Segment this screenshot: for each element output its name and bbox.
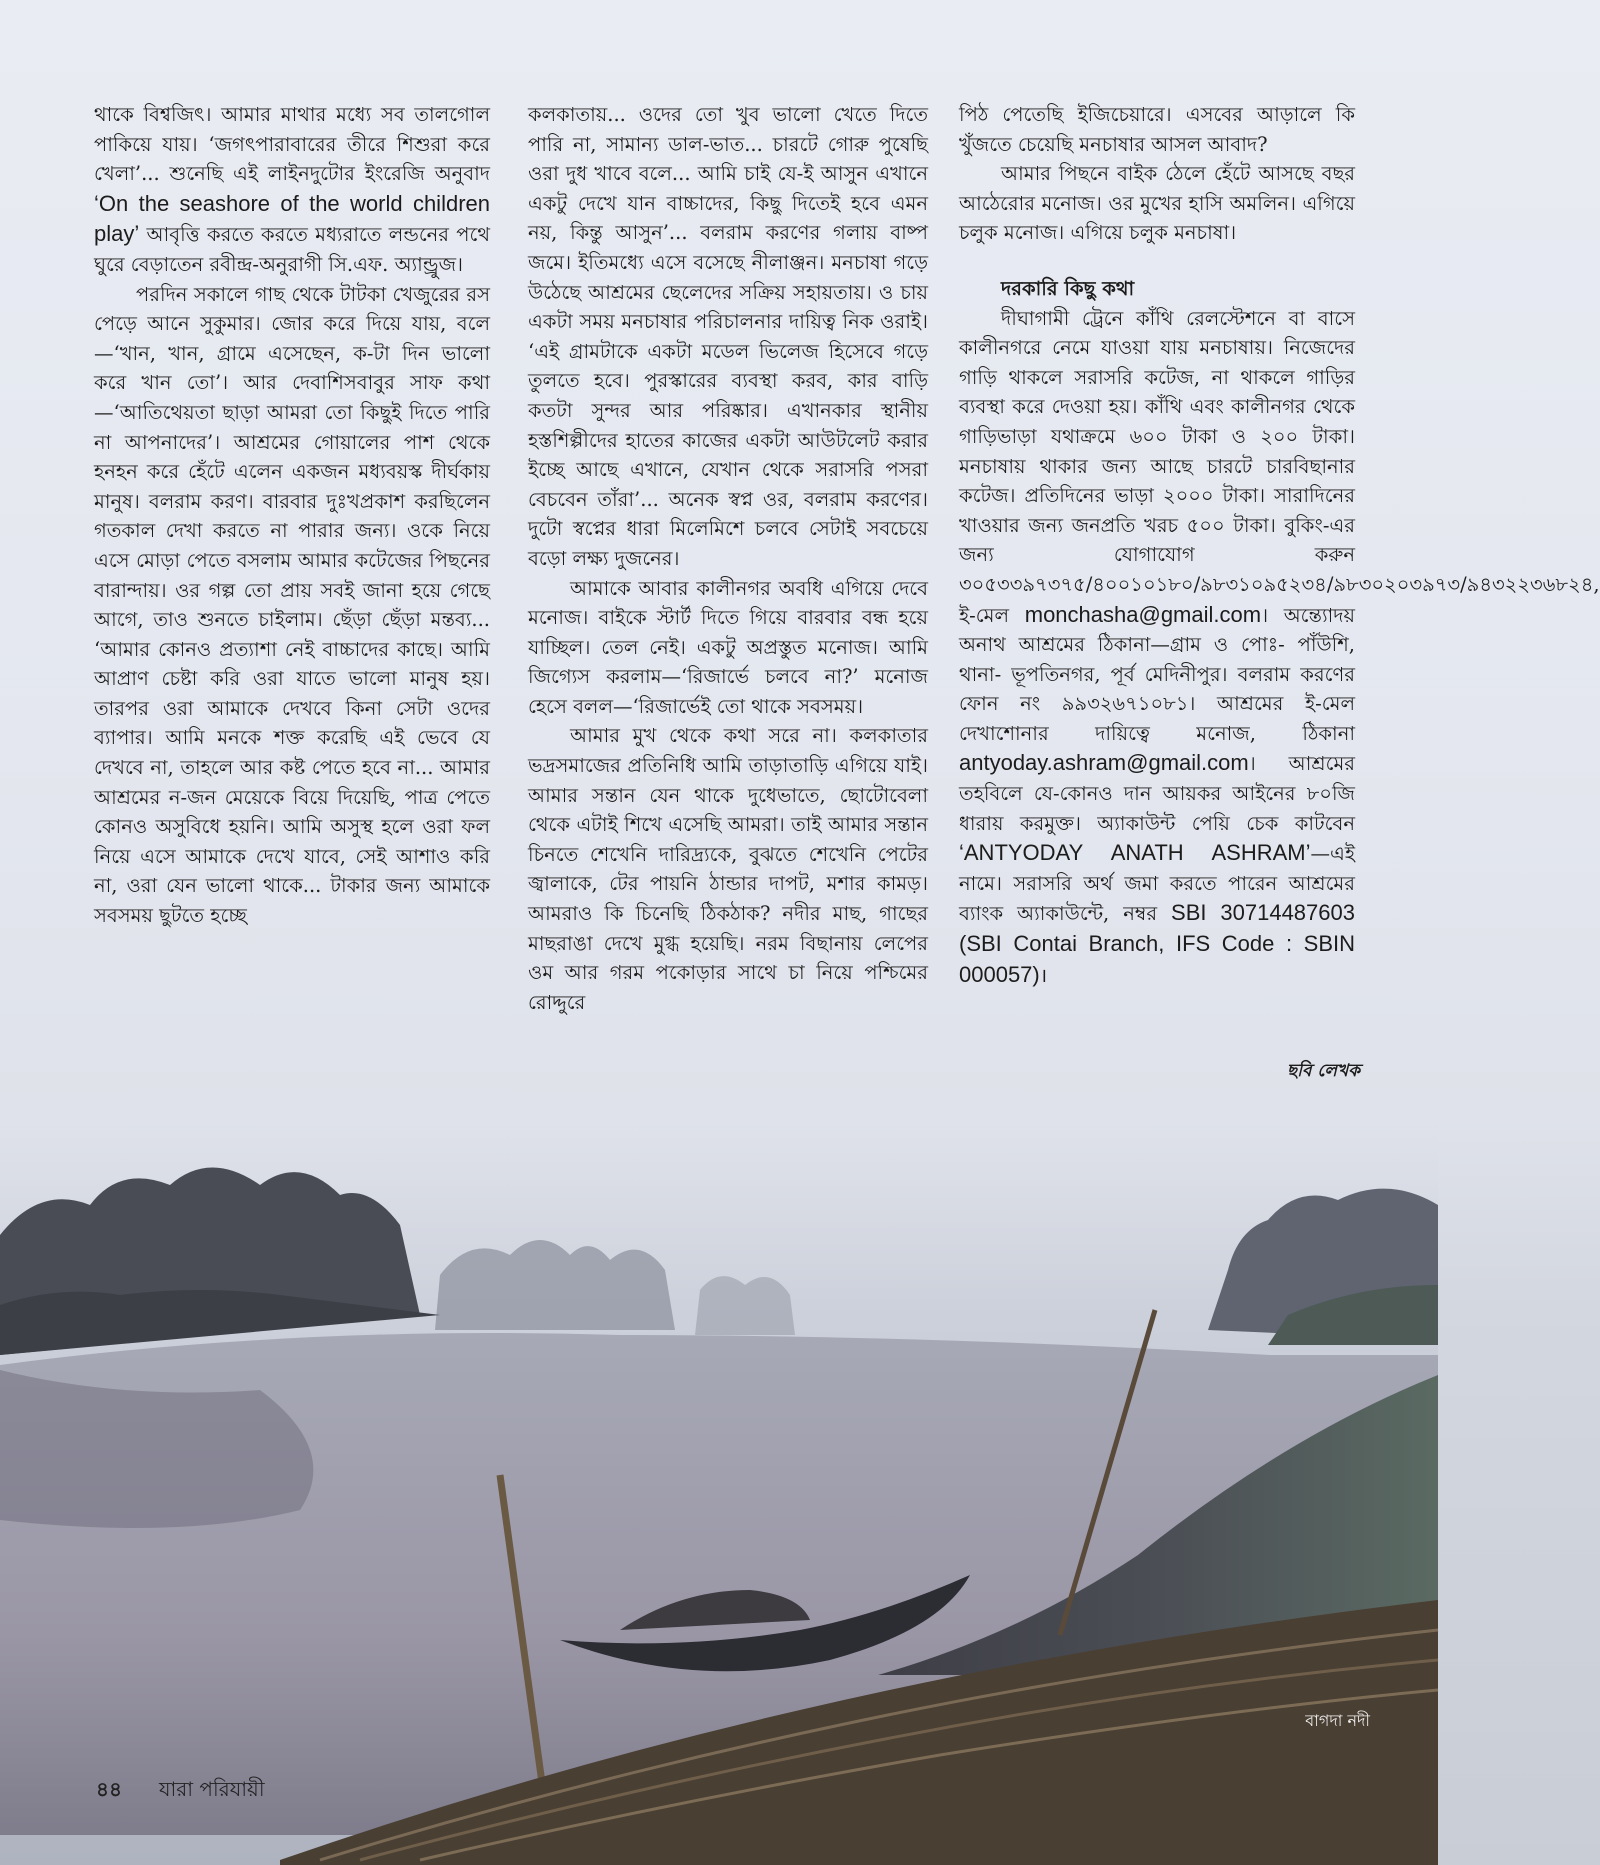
column-1 bbox=[94, 100, 490, 931]
page-number: ৪৪ bbox=[96, 1777, 122, 1801]
email-monchasha: monchasha@gmail.com bbox=[1024, 601, 1262, 627]
page-footer bbox=[96, 1775, 265, 1808]
river-landscape-illustration bbox=[0, 1115, 1438, 1865]
paragraph: কলকাতায়... ওদের তো খুব ভালো খেতে দিতে পারি না, সামান্য ডাল-ভাত... চারটে গোরু পুষেছি ওরা দুধ খাবে বলে... আমি চাই যে-ই আসুন এখানে একটু দেখে যান বাচ্চাদের, কিছু দিতেই হবে এমন নয়, কিন্তু আসুন’... বলরাম করণের গলায় বাষ্প জমে। ইতিমধ্যে এসে বসেছে নীলাঞ্জন। মনচাষা গড়ে উঠেছে আশ্রমের ছেলেদের সক্রিয় সহায়তায়। ও চায় একটা সময় মনচাষার পরিচালনার দায়িত্ব নিক ওরাই। ‘এই গ্রামটাকে একটা মডেল ভিলেজ হিসেবে গড়ে তুলতে হবে। পুরস্কারের ব্যবস্থা করব, কার বাড়ি কতটা সুন্দর আর পরিষ্কার। এখানকার স্থানীয় হস্তশিল্পীদের হাতের কাজের একটা আউটলেট করার ইচ্ছে আছে এখানে, যেখান থেকে সরাসরি পসরা বেচবেন তাঁরা’... অনেক স্বপ্ন ওর, বলরাম করণের। দুটো স্বপ্নের ধারা মিলেমিশে চলবে সেটাই সবচেয়ে বড়ো লক্ষ্য দুজনের। bbox=[528, 103, 928, 570]
payee-name: ‘ANTYODAY ANATH ASHRAM’ bbox=[959, 840, 1311, 866]
paragraph: থাকে বিশ্বজিৎ। আমার মাথার মধ্যে সব তালগোল পাকিয়ে যায়। ‘জগৎপারাবারের তীরে শিশুরা করে খেলা’... শুনেছি এই লাইনদুটোর ইংরেজি অনুবাদ ‘On the seashore of the world children play’ আবৃত্তি করতে করতে মধ্যরাতে লন্ডনের পথে ঘুরে বেড়াতেন রবীন্দ্র-অনুরাগী সি.এফ. অ্যান্ড্রুজ। bbox=[94, 103, 490, 276]
photo-caption: বাগদা নদী bbox=[1305, 1711, 1370, 1730]
magazine-section: যারা পরিযায়ী bbox=[158, 1777, 265, 1801]
paragraph: আমার পিছনে বাইক ঠেলে হেঁটে আসছে বছর আঠেরোর মনোজ। ওর মুখের হাসি অমলিন। এগিয়ে চলুক মনোজ। এগিয়ে চলুক মনচাষা। bbox=[959, 162, 1355, 245]
bank-details: SBI 30714487603 (SBI Contai Branch, IFS Code : SBIN 000057) bbox=[959, 900, 1355, 987]
paragraph: আমার মুখ থেকে কথা সরে না। কলকাতার ভদ্রসমাজের প্রতিনিধি আমি তাড়াতাড়ি এগিয়ে যাই। আমার সন্তান যেন থাকে দুধেভাতে, ছোটোবেলা থেকে এটাই শিখে এসেছি আমরা। তাই আমার সন্তান চিনতে শেখেনি দারিদ্র্যকে, বুঝতে শেখেনি পেটের জ্বালাকে, টের পায়নি ঠান্ডার দাপট, মশার কামড়। আমরাও কি চিনেছি ঠিকঠাক? নদীর মাছ, গাছের মাছরাঙা দেখে মুগ্ধ হয়েছি। নরম বিছানায় লেপের ওম আর গরম পকোড়ার সাথে চা নিয়ে পশ্চিমের রোদ্দুরে bbox=[528, 724, 928, 1014]
paragraph: পিঠ পেতেছি ইজিচেয়ারে। এসবের আড়ালে কি খুঁজতে চেয়েছি মনচাষার আসল আবাদ? bbox=[959, 103, 1355, 156]
paragraph: আমাকে আবার কালীনগর অবধি এগিয়ে দেবে মনোজ। বাইকে স্টার্ট দিতে গিয়ে বারবার বন্ধ হয়ে যাচ্ছিল। তেল নেই। একটু অপ্রস্তুত মনোজ। আমি জিগ্যেস করলাম—‘রিজার্ভে চলবে না?’ মনোজ হেসে বলল—‘রিজার্ভেই তো থাকে সবসময়। bbox=[528, 576, 928, 718]
paragraph: পরদিন সকালে গাছ থেকে টাটকা খেজুরের রস পেড়ে আনে সুকুমার। জোর করে দিয়ে যায়, বলে—‘খান, খান, গ্রামে এসেছেন, ক-টা দিন ভালো করে খান তো’। আর দেবাশিসবাবুর সাফ কথা—‘আতিথেয়তা ছাড়া আমরা তো কিছুই দিতে পারি না আপনাদের’। আশ্রমের গোয়ালের পাশ থেকে হনহন করে হেঁটে এলেন একজন মধ্যবয়স্ক দীর্ঘকায় মানুষ। বলরাম করণ। বারবার দুঃখপ্রকাশ করছিলেন গতকাল দেখা করতে না পারার জন্য। ওকে নিয়ে এসে মোড়া পেতে বসলাম আমার কটেজের পিছনের বারান্দায়। ওর গল্প তো প্রায় সবই জানা হয়ে গেছে আগে, তাও শুনতে চাইলাম। ছেঁড়া ছেঁড়া মন্তব্য... ‘আমার কোনও প্রত্যাশা নেই বাচ্চাদের কাছে। আমি আপ্রাণ চেষ্টা করি ওরা যাতে ভালো মানুষ হয়। তারপর ওরা আমাকে দেখবে কিনা সেটা ওদের ব্যাপার। আমি মনকে শক্ত করেছি এই ভেবে যে দেখবে না, তাহলে আর কষ্ট পেতে হবে না... আমার আশ্রমের ন-জন মেয়েকে বিয়ে দিয়েছি, পাত্র পেতে কোনও অসুবিধে হয়নি। আমি অসুস্থ হলে ওরা ফল নিয়ে এসে আমাকে দেখে যাবে, সেই আশাও করি না, ওরা যেন ভালো থাকে... টাকার জন্য আমাকে সবসময় ছুটতে হচ্ছে bbox=[94, 282, 490, 928]
info-paragraph: দীঘাগামী ট্রেনে কাঁথি রেলস্টেশনে বা বাসে কালীনগরে নেমে যাওয়া যায় মনচাষায়। নিজেদের গাড়ি থাকলে সরাসরি কটেজ, না থাকলে গাড়ির ব্যবস্থা করে দেওয়া হয়। কাঁথি এবং কালীনগর থেকে গাড়িভাড়া যথাক্রমে ৬০০ টাকা ও ২০০ টাকা। মনচাষায় থাকার জন্য আছে চারটে চারবিছানার কটেজ। প্রতিদিনের ভাড়া ২০০০ টাকা। সারাদিনের খাওয়ার জন্য জনপ্রতি খরচ ৫০০ টাকা। বুকিং-এর জন্য যোগাযোগ করুন ৩০৫৩৩৯৭৩৭৫/৪০০১০১৮০/৯৮৩১০৯৫২৩৪/৯৮৩০২০৩৯৭৩/৯৪৩২২৩৬৮২৪, ই-মেল monchasha@gmail.com। অন্ত্যোদয় অনাথ আশ্রমের ঠিকানা—গ্রাম ও পোঃ- পাঁউশি, থানা- ভূপতিনগর, পূর্ব মেদিনীপুর। বলরাম করণের ফোন নং ৯৯৩২৬৭১০৮১। আশ্রমের ই-মেল দেখাশোনার দায়িত্বে মনোজ, ঠিকানা antyoday.ashram@gmail.com। আশ্রমের তহবিলে যে-কোনও দান আয়কর আইনের ৮০জি ধারায় করমুক্ত। অ্যাকাউন্ট পেয়ি চেক কাটবেন ‘ANTYODAY ANATH ASHRAM’—এই নামে। সরাসরি অর্থ জমা করতে পারেন আশ্রমের ব্যাংক অ্যাকাউন্টে, নম্বর SBI 30714487603 (SBI Contai Branch, IFS Code : SBIN 000057)। bbox=[959, 306, 1600, 987]
english-quote: ‘On the seashore of the world children play’ bbox=[94, 190, 490, 247]
river-photo bbox=[0, 1115, 1438, 1865]
info-heading: দরকারি কিছু কথা bbox=[1001, 276, 1135, 300]
photo-credit: ছবি লেখক bbox=[1286, 1061, 1360, 1081]
email-ashram: antyoday.ashram@gmail.com bbox=[959, 750, 1249, 776]
column-3 bbox=[959, 100, 1600, 990]
column-2 bbox=[528, 100, 928, 1017]
